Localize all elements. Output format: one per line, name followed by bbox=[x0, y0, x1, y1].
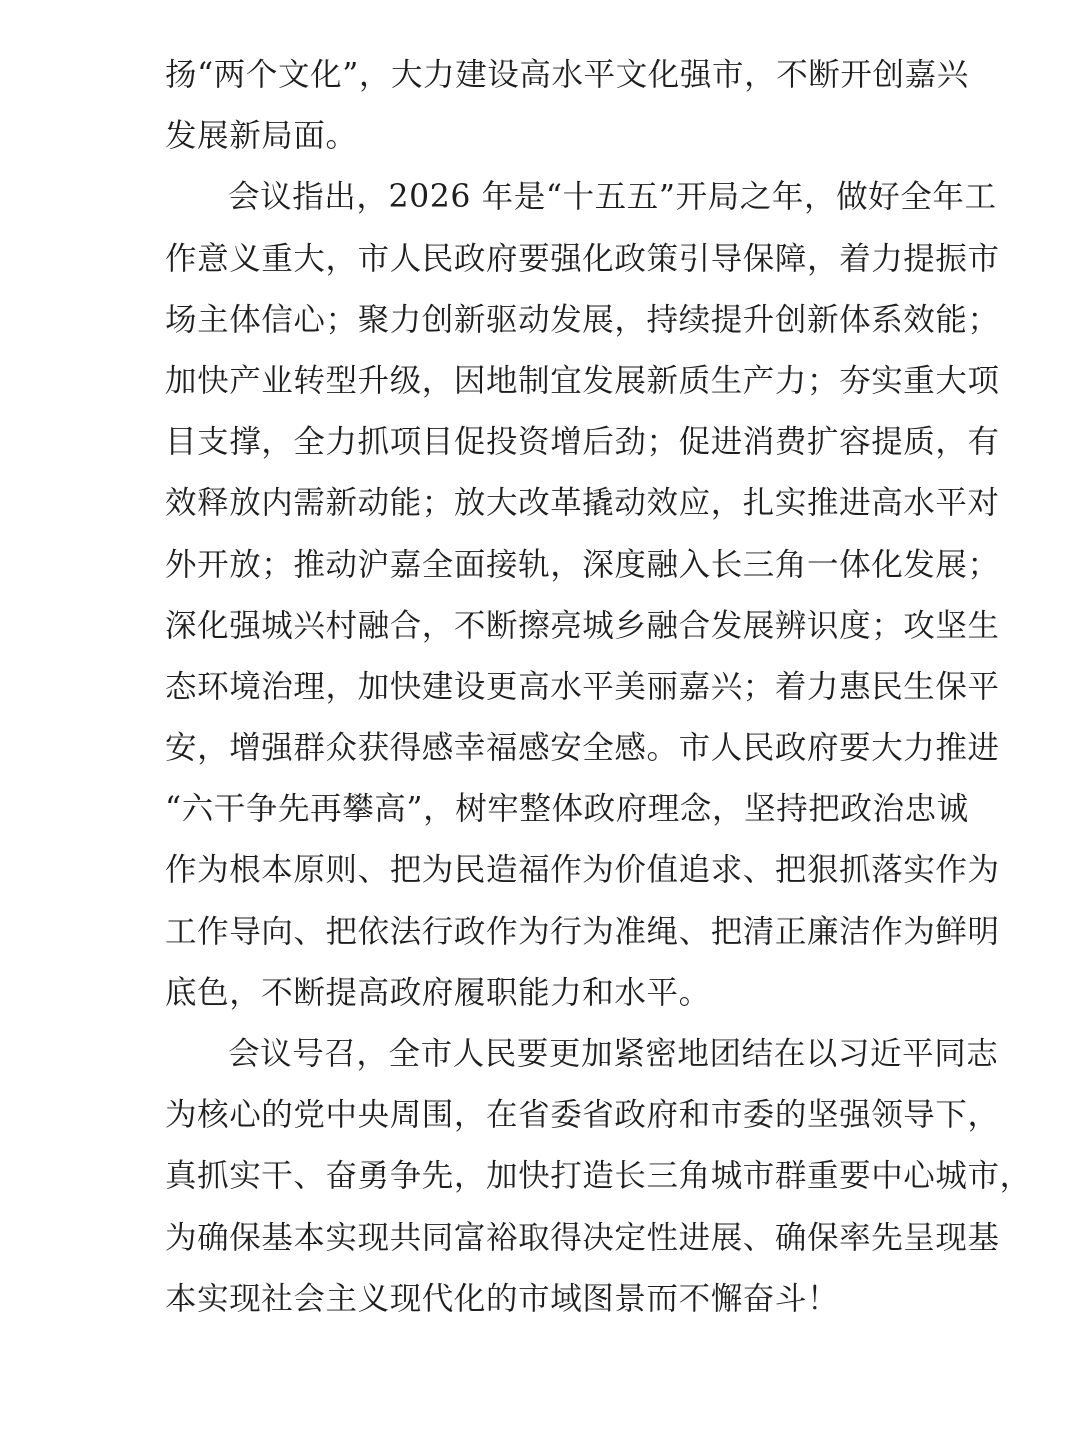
text-line: 真抓实干、奋勇争先，加快打造长三角城市群重要中心城市， bbox=[165, 1158, 1032, 1195]
text-line: “六干争先再攀高”，树牢整体政府理念，坚持把政治忠诚 bbox=[165, 791, 969, 828]
text-line: 本实现社会主义现代化的市域图景而不懈奋斗！ bbox=[165, 1280, 840, 1317]
text-line: 态环境治理，加快建设更高水平美丽嘉兴；着力惠民生保平 bbox=[165, 668, 1000, 705]
text-line: 会议指出，2026 年是“十五五”开局之年，做好全年工 bbox=[228, 179, 997, 216]
text-line: 安，增强群众获得感幸福感安全感。市人民政府要大力推进 bbox=[165, 730, 1000, 767]
text-line: 发展新局面。 bbox=[165, 118, 358, 155]
text-line: 为核心的党中央周围，在省委省政府和市委的坚强领导下， bbox=[165, 1097, 1000, 1134]
paragraph-meeting-call bbox=[165, 1024, 1032, 1330]
text-line: 目支撑，全力抓项目促投资增后劲；促进消费扩容提质，有 bbox=[165, 424, 1000, 461]
paragraph-meeting-points bbox=[165, 167, 1000, 1024]
text-line: 外开放；推动沪嘉全面接轨，深度融入长三角一体化发展； bbox=[165, 546, 1000, 583]
text-line: 为确保基本实现共同富裕取得决定性进展、确保率先呈现基 bbox=[165, 1219, 1000, 1256]
paragraph-continuation bbox=[165, 45, 969, 167]
text-line: 效释放内需新动能；放大改革撬动效应，扎实推进高水平对 bbox=[165, 485, 1000, 522]
text-line: 作意义重大，市人民政府要强化政策引导保障，着力提振市 bbox=[165, 240, 1000, 277]
text-line: 作为根本原则、把为民造福作为价值追求、把狠抓落实作为 bbox=[165, 852, 1000, 889]
text-line: 会议号召，全市人民要更加紧密地团结在以习近平同志 bbox=[228, 1036, 999, 1072]
document-body bbox=[165, 45, 1032, 1330]
text-line: 扬“两个文化”，大力建设高水平文化强市，不断开创嘉兴 bbox=[165, 57, 969, 93]
text-line: 工作导向、把依法行政作为行为准绳、把清正廉洁作为鲜明 bbox=[165, 913, 1000, 950]
text-line: 底色，不断提高政府履职能力和水平。 bbox=[165, 974, 711, 1011]
text-line: 加快产业转型升级，因地制宜发展新质生产力；夯实重大项 bbox=[165, 362, 1000, 399]
text-line: 深化强城兴村融合，不断擦亮城乡融合发展辨识度；攻坚生 bbox=[165, 607, 1000, 644]
text-line: 场主体信心；聚力创新驱动发展，持续提升创新体系效能； bbox=[165, 301, 1000, 338]
